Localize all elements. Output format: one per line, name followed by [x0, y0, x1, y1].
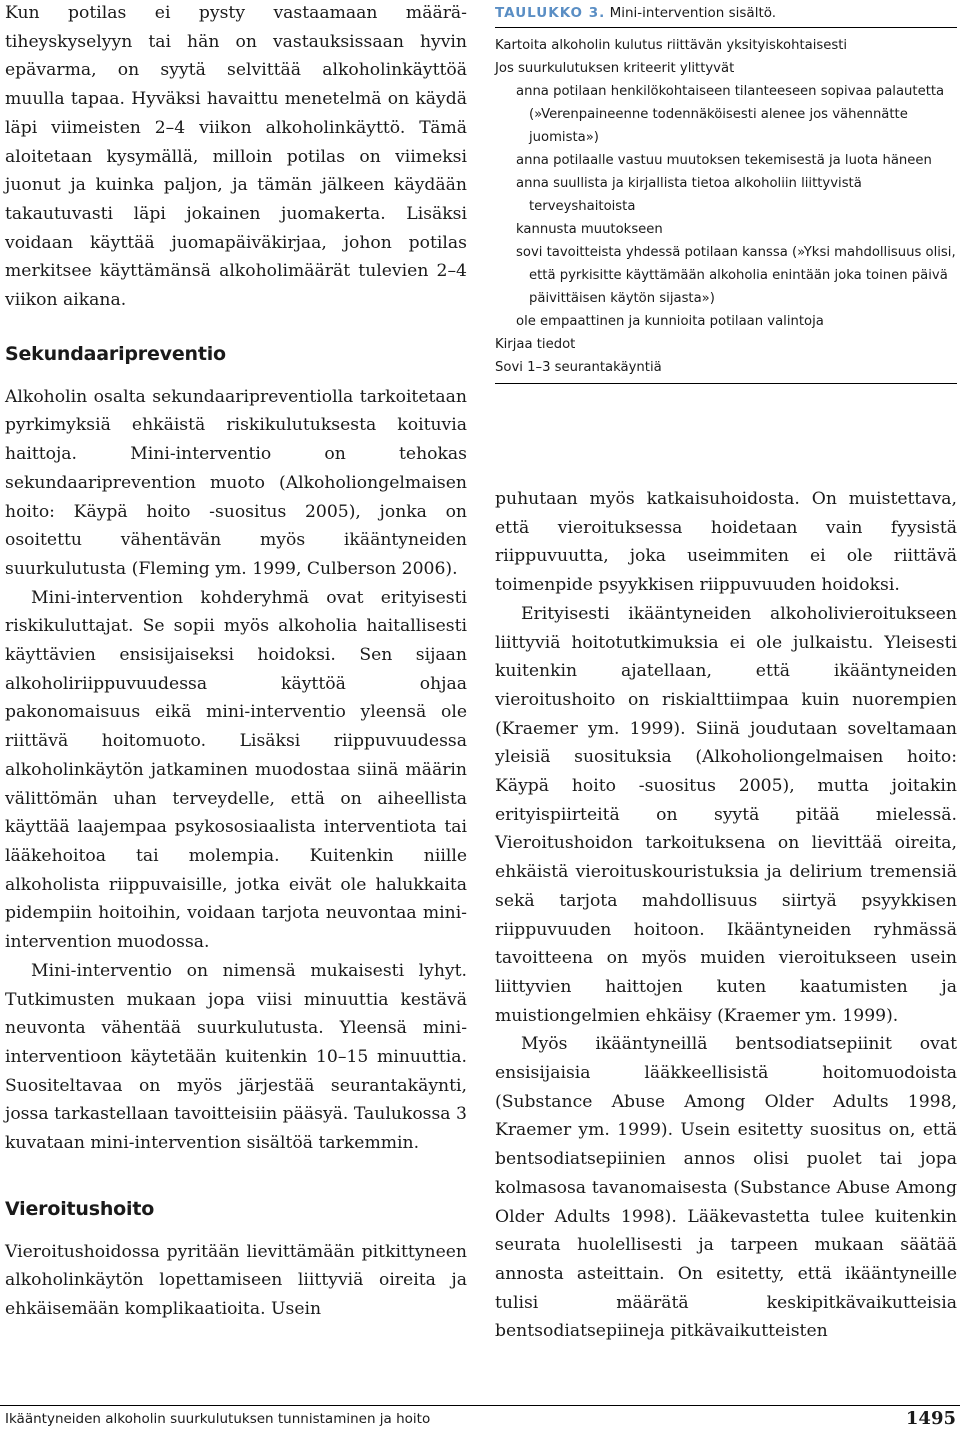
paragraph-sekundaari-2: Mini-intervention kohderyhmä ovat erityisesti riskikuluttajat. Se sopii myös alkoholia haitallisesti käyttävien ensisijaiseksi hoidoksi. Sen sijaan alkoholiriippuvuudessa käyttöä ohjaa pakonomaisuus eikä mini-interventio yleensä ole riittävä hoitomuoto. Lisäksi riippuvuudessa alkoholinkäytön jatkaminen muodostaa siinä määrin välittömän uhan terveydelle, että on aiheellista käyttää laajempaa psykososiaalista interventiota tai lääkehoitoa tai molempia. Kuitenkin niille alkoholista riippuvaisille, jotka eivät ole halukkaita pidempiin hoitoihin, voidaan tarjota neuvontaa mini-intervention muodossa.	[5, 587, 467, 953]
table-row: sovi tavoitteista yhdessä potilaan kanssa (»Yksi mahdollisuus olisi, että pyrkisitte käyttämään alkoholia enintään joka toinen päivä päivittäisen käytön sijasta»)	[516, 245, 956, 306]
lead-paragraph: Kun potilas ei pysty vastaamaan määrä-tiheyskyselyyn tai hän on vastauksissaan hyvin epävarma, on syytä selvittää alkoholinkäyttöä muulla tapaa. Hyväksi havaittu menetelmä on käydä läpi viimeisten 2–4 viikon alkoholinkäyttö. Tämä aloitetaan kysymällä, milloin potilas on viimeksi juonut ja kuinka paljon, ja tämän jälkeen käydään takautuvasti läpi jokainen juomakerta. Lisäksi voidaan käyttää juomapäiväkirjaa, johon potilas merkitsee käyttämänsä alkoholimäärät tulevien 2–4 viikon aikana.	[5, 3, 467, 311]
table-row: anna potilaan henkilökohtaiseen tilanteeseen sopivaa palautetta (»Verenpaineenne todennäköisesti alenee jos vähennätte juomista»)	[516, 84, 945, 145]
footer-rule	[0, 1405, 960, 1406]
running-title: Ikääntyneiden alkoholin suurkulutuksen tunnistaminen ja hoito	[5, 1411, 431, 1427]
paragraph-sekundaari-1: Alkoholin osalta sekundaaripreventiolla tarkoitetaan pyrkimyksiä ehkäistä riskikulutuksesta koituvia haittoja. Mini-interventio on tehokas sekundaariprevention muoto (Alkoholiongelmaisen hoito: Käypä hoito -suositus 2005), jonka on osoitettu vähentävän myös ikääntyneiden suurkulutusta (Fleming ym. 1999, Culberson 2006).	[5, 386, 467, 579]
table-caption	[495, 0, 957, 24]
table-body	[495, 28, 957, 383]
table-row: anna potilaalle vastuu muutoksen tekemisestä ja luota häneen	[516, 153, 932, 168]
table-row: kannusta muutokseen	[516, 222, 663, 237]
table-row: Sovi 1–3 seurantakäyntiä	[495, 360, 662, 375]
table-row: Jos suurkulutuksen kriteerit ylittyvät	[495, 61, 735, 76]
left-column	[5, 0, 467, 1324]
paragraph-right-2: Erityisesti ikääntyneiden alkoholivieroitukseen liittyviä hoitotutkimuksia ei ole julkaistu. Yleisesti kuitenkin ajatellaan, että ikääntyneiden vieroitushoito on riskialttiimpaa kuin nuorempien (Kraemer ym. 1999). Siinä joudutaan soveltamaan yleisiä suosituksia (Alkoholiongelmaisen hoito: Käypä hoito -suositus 2005), mutta joitakin erityispiirteitä on syytä pitää mielessä. Vieroitushoidon tarkoituksena on lievittää oireita, ehkäistä vieroituskouristuksia ja delirium tremensiä sekä tarjota mahdollisuus siirtyä psyykkisen riippuvuuden hoitoon. Ikääntyneiden ryhmässä tavoitteena on myös muiden vieroitukseen usein liittyvien haittojen kuten kaatumisten ja muistiongelmien ehkäisy (Kraemer ym. 1999).	[495, 603, 957, 1026]
paragraph-right-3: Myös ikääntyneillä bentsodiatsepiinit ovat ensisijaisia lääkkeellisistä hoitomuodoista (Substance Abuse Among Older Adults 1998, Kraemer ym. 1999). Usein esitetty suositus on, että bentsodiatsepiinien annos olisi puolet tai jopa kolmasosa tavanomaisesta (Substance Abuse Among Older Adults 1998). Lääkevastetta tulee kuitenkin seurata huolellisesti ja tarpeen mukaan säätää annosta asteittain. On esitetty, että ikääntyneille tulisi määrätä keskipitkävaikutteisia bentsodiatsepiineja pitkävaikutteisten	[495, 1034, 957, 1342]
table-row: Kartoita alkoholin kulutus riittävän yksityiskohtaisesti	[495, 38, 848, 53]
paragraph-sekundaari-3: Mini-interventio on nimensä mukaisesti lyhyt. Tutkimusten mukaan jopa viisi minuuttia kestävä neuvonta vähentää suurkulutusta. Yleensä mini-interventioon käytetään kuitenkin 10–15 minuuttia. Suositeltavaa on myös järjestää seurantakäynti, jossa tarkastellaan tavoitteisiin pääsyä. Taulukossa 3 kuvataan mini-intervention sisältöä tarkemmin.	[5, 960, 467, 1154]
table-row: ole empaattinen ja kunnioita potilaan valintoja	[516, 314, 824, 329]
right-column	[495, 485, 957, 1346]
paragraph-right-1: puhutaan myös katkaisuhoidosta. On muistettava, että vieroituksessa hoidetaan vain fyysistä riippuvuutta, joka useimmiten ei ole riittävä toimenpide psyykkisen riippuvuuden hoidoksi.	[495, 489, 957, 596]
page-number: 1495	[905, 1408, 956, 1429]
table-title: Mini-intervention sisältö.	[609, 5, 777, 21]
table-row: Kirjaa tiedot	[495, 337, 576, 352]
table-3	[495, 0, 957, 384]
table-label: TAULUKKO 3.	[495, 5, 606, 21]
table-bottom-rule	[495, 383, 957, 384]
section-heading-vieroitushoito: Vieroitushoito	[5, 1197, 155, 1220]
paragraph-vieroitus-1: Vieroitushoidossa pyritään lievittämään pitkittyneen alkoholinkäytön lopettamiseen liittyviä oireita ja ehkäisemään komplikaatioita. Usein	[5, 1241, 467, 1320]
table-row: anna suullista ja kirjallista tietoa alkoholiin liittyvistä terveyshaitoista	[516, 176, 862, 214]
section-heading-sekundaaripreventio: Sekundaaripreventio	[5, 342, 226, 365]
